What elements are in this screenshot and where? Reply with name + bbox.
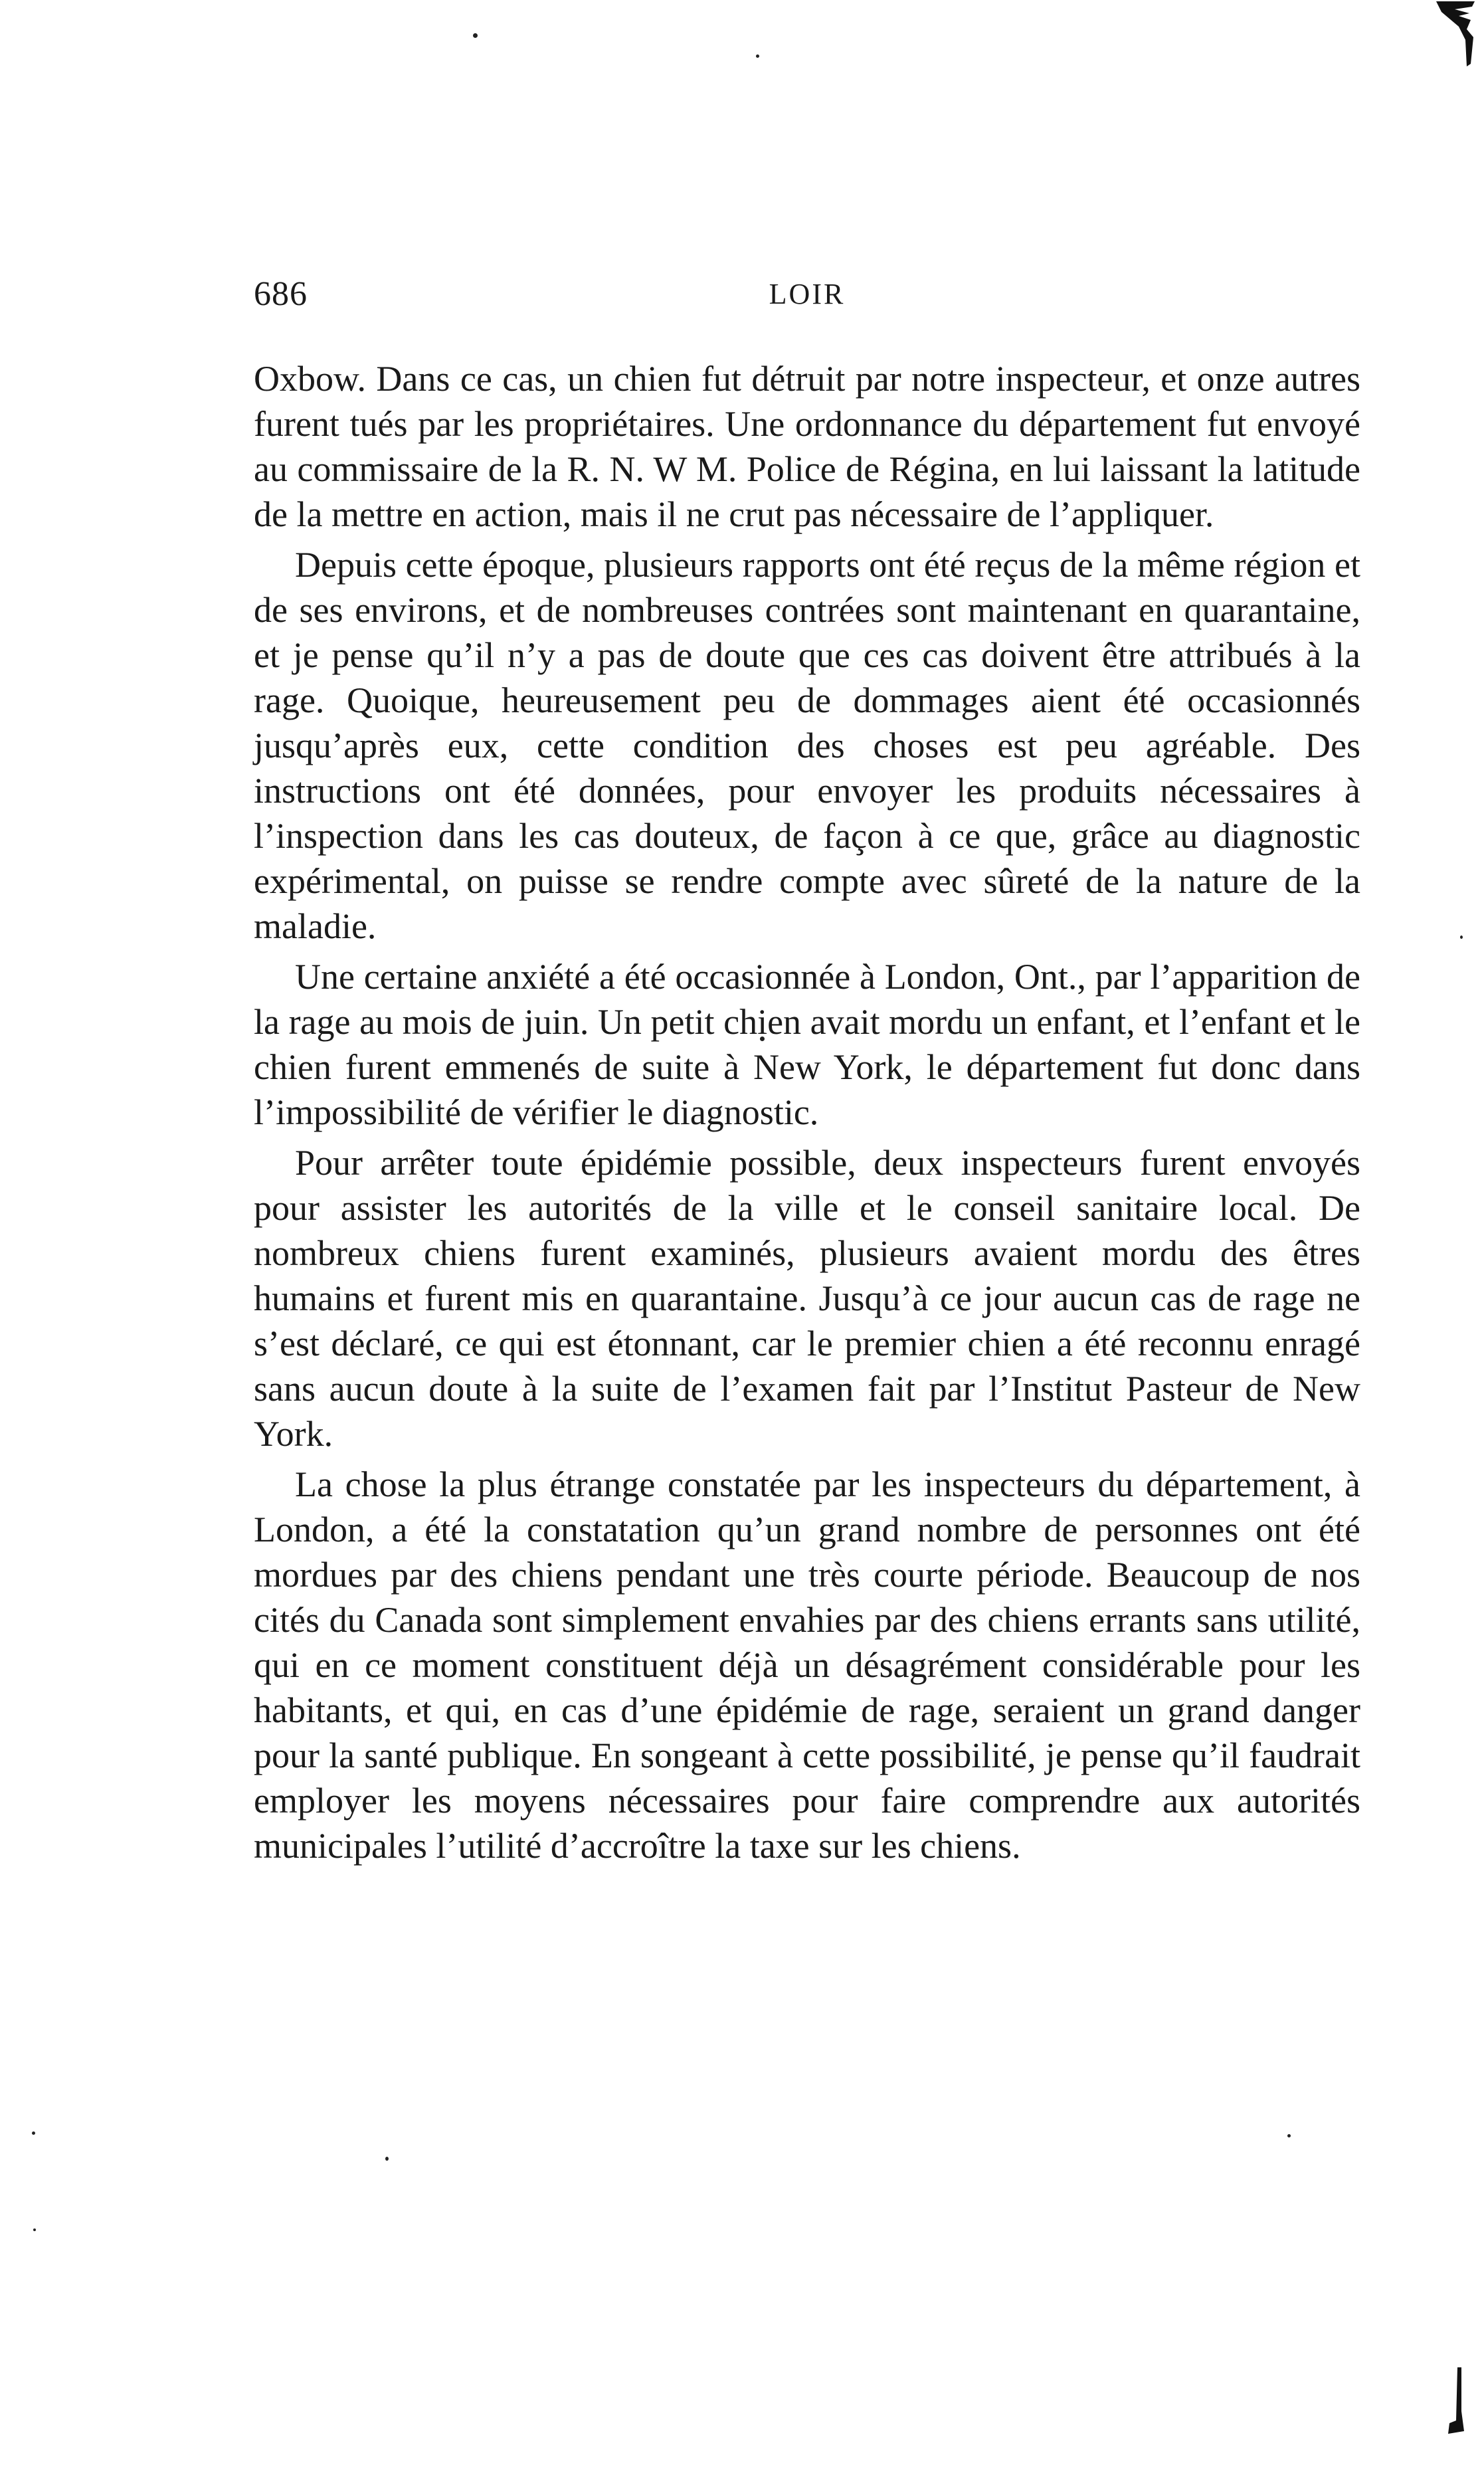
page-number: 686 (254, 275, 308, 313)
scan-speck (33, 2228, 36, 2231)
paragraph: La chose la plus étrange constatée par les inspecteurs du département, à London, a été la constatation qu’un grand nombre de personnes ont été mordues par des chiens pendant une très courte période. Beaucoup de nos cités du Canada sont simplement envahies par des chiens errants sans utilité, qui en ce moment constituent déjà un désagrément considérable pour les habitants, et qui, en cas d’une épidémie de rage, seraient un grand danger pour la santé publique. En songeant à cette possibilité, je pense qu’il faudrait employer les moyens nécessaires pour faire comprendre aux autorités municipales l’utilité d’accroître la taxe sur les chiens. (254, 1464, 1360, 1866)
body-text (254, 356, 1360, 1874)
paragraph: Depuis cette époque, plusieurs rapports ont été reçus de la même région et de ses environs, et de nombreuses contrées sont maintenant en quarantaine, et je pense qu’il n’y a pas de doute que ces cas doivent être attribués à la rage. Quoique, heureusement peu de dommages aient été occasionnés jusqu’après eux, cette condition des choses est peu agréable. Des instructions ont été données, pour envoyer les produits nécessaires à l’inspection dans les cas douteux, de façon à ce que, grâce au diagnostic expérimental, on puisse se rendre compte avec sûreté de la nature de la maladie. (254, 545, 1360, 946)
scan-speck (1287, 2134, 1291, 2137)
scan-speck (473, 33, 478, 38)
paragraph: Oxbow. Dans ce cas, un chien fut détruit par notre inspecteur, et onze autres furent tués par les propriétaires. Une ordonnance du département fut envoyé au commissaire de la R. N. W M. Police de Régina, en lui laissant la latitude de la mettre en action, mais il ne crut pas nécessaire de l’appliquer. (254, 359, 1360, 534)
scan-speck (32, 2131, 35, 2135)
scan-speck (1460, 936, 1463, 939)
scan-corner-mark-bottom (1441, 2365, 1468, 2438)
scan-speck (756, 54, 759, 58)
scan-corner-mark (1432, 0, 1479, 73)
running-title: LOIR (769, 278, 846, 310)
scan-speck (385, 2157, 389, 2161)
paragraph: Pour arrêter toute épidémie possible, deux inspecteurs furent envoyés pour assister les autorités de la ville et le conseil sanitaire local. De nombreux chiens furent examinés, plusieurs avaient mordu des êtres humains et furent mis en quarantaine. Jusqu’à ce jour aucun cas de rage ne s’est déclaré, ce qui est étonnant, car le premier chien a été reconnu enragé sans aucun doute à la suite de l’examen fait par l’Institut Pasteur de New York. (254, 1143, 1360, 1454)
running-head (254, 271, 1360, 318)
paragraph: Une certaine anxiété a été occasionnée à London, Ont., par l’apparition de la rage au mois de juin. Un petit chien avait mordu un enfant, et l’enfant et le chien furent emmenés de suite à New York, le département fut donc dans l’impossibilité de vérifier le diagnostic. (254, 957, 1360, 1132)
